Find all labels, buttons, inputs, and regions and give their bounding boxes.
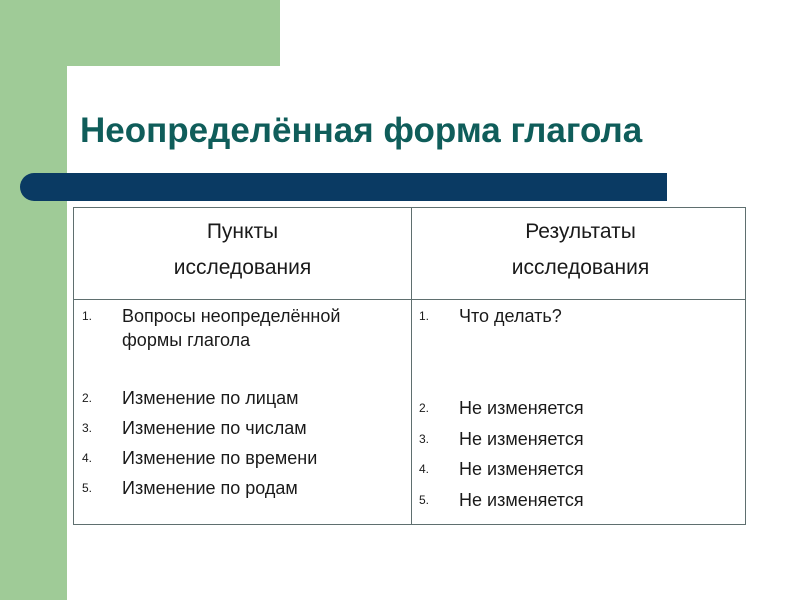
- list-text: Что делать?: [459, 306, 562, 326]
- header-research-points: [74, 214, 411, 286]
- list-text: Не изменяется: [459, 398, 584, 418]
- list-number: 3.: [419, 432, 430, 446]
- header-left-line-2: исследования: [173, 256, 312, 279]
- list-text: Не изменяется: [459, 429, 584, 449]
- header-research-results: [412, 214, 749, 286]
- list-text: Изменение по числам: [122, 418, 307, 438]
- slide-title: Неопределённая форма глагола: [80, 111, 643, 150]
- list-text: Не изменяется: [459, 459, 584, 479]
- header-left-line-1: Пункты: [206, 220, 279, 243]
- header-divider: [74, 299, 745, 300]
- research-results-list: [419, 304, 739, 514]
- list-text: Изменение по родам: [122, 478, 298, 498]
- decorative-green-corner: [0, 0, 280, 66]
- research-points-list: [82, 304, 402, 514]
- list-text: Изменение по времени: [122, 448, 318, 468]
- list-text: Изменение по лицам: [122, 388, 299, 408]
- list-number: 1.: [419, 309, 430, 323]
- research-table: [73, 207, 746, 525]
- list-number: 4.: [82, 451, 93, 465]
- list-number: 5.: [82, 481, 93, 495]
- list-text: Не изменяется: [459, 490, 584, 510]
- list-number: 2.: [82, 391, 93, 405]
- title-underline-bar: [20, 173, 667, 201]
- header-right-line-1: Результаты: [525, 220, 636, 243]
- decorative-green-bar: [0, 0, 67, 600]
- list-text: Вопросы неопределённой формы глагола: [122, 306, 341, 350]
- list-number: 5.: [419, 493, 430, 507]
- list-number: 1.: [82, 309, 93, 323]
- list-number: 3.: [82, 421, 93, 435]
- list-number: 2.: [419, 401, 430, 415]
- list-number: 4.: [419, 462, 430, 476]
- header-right-line-2: исследования: [511, 256, 650, 279]
